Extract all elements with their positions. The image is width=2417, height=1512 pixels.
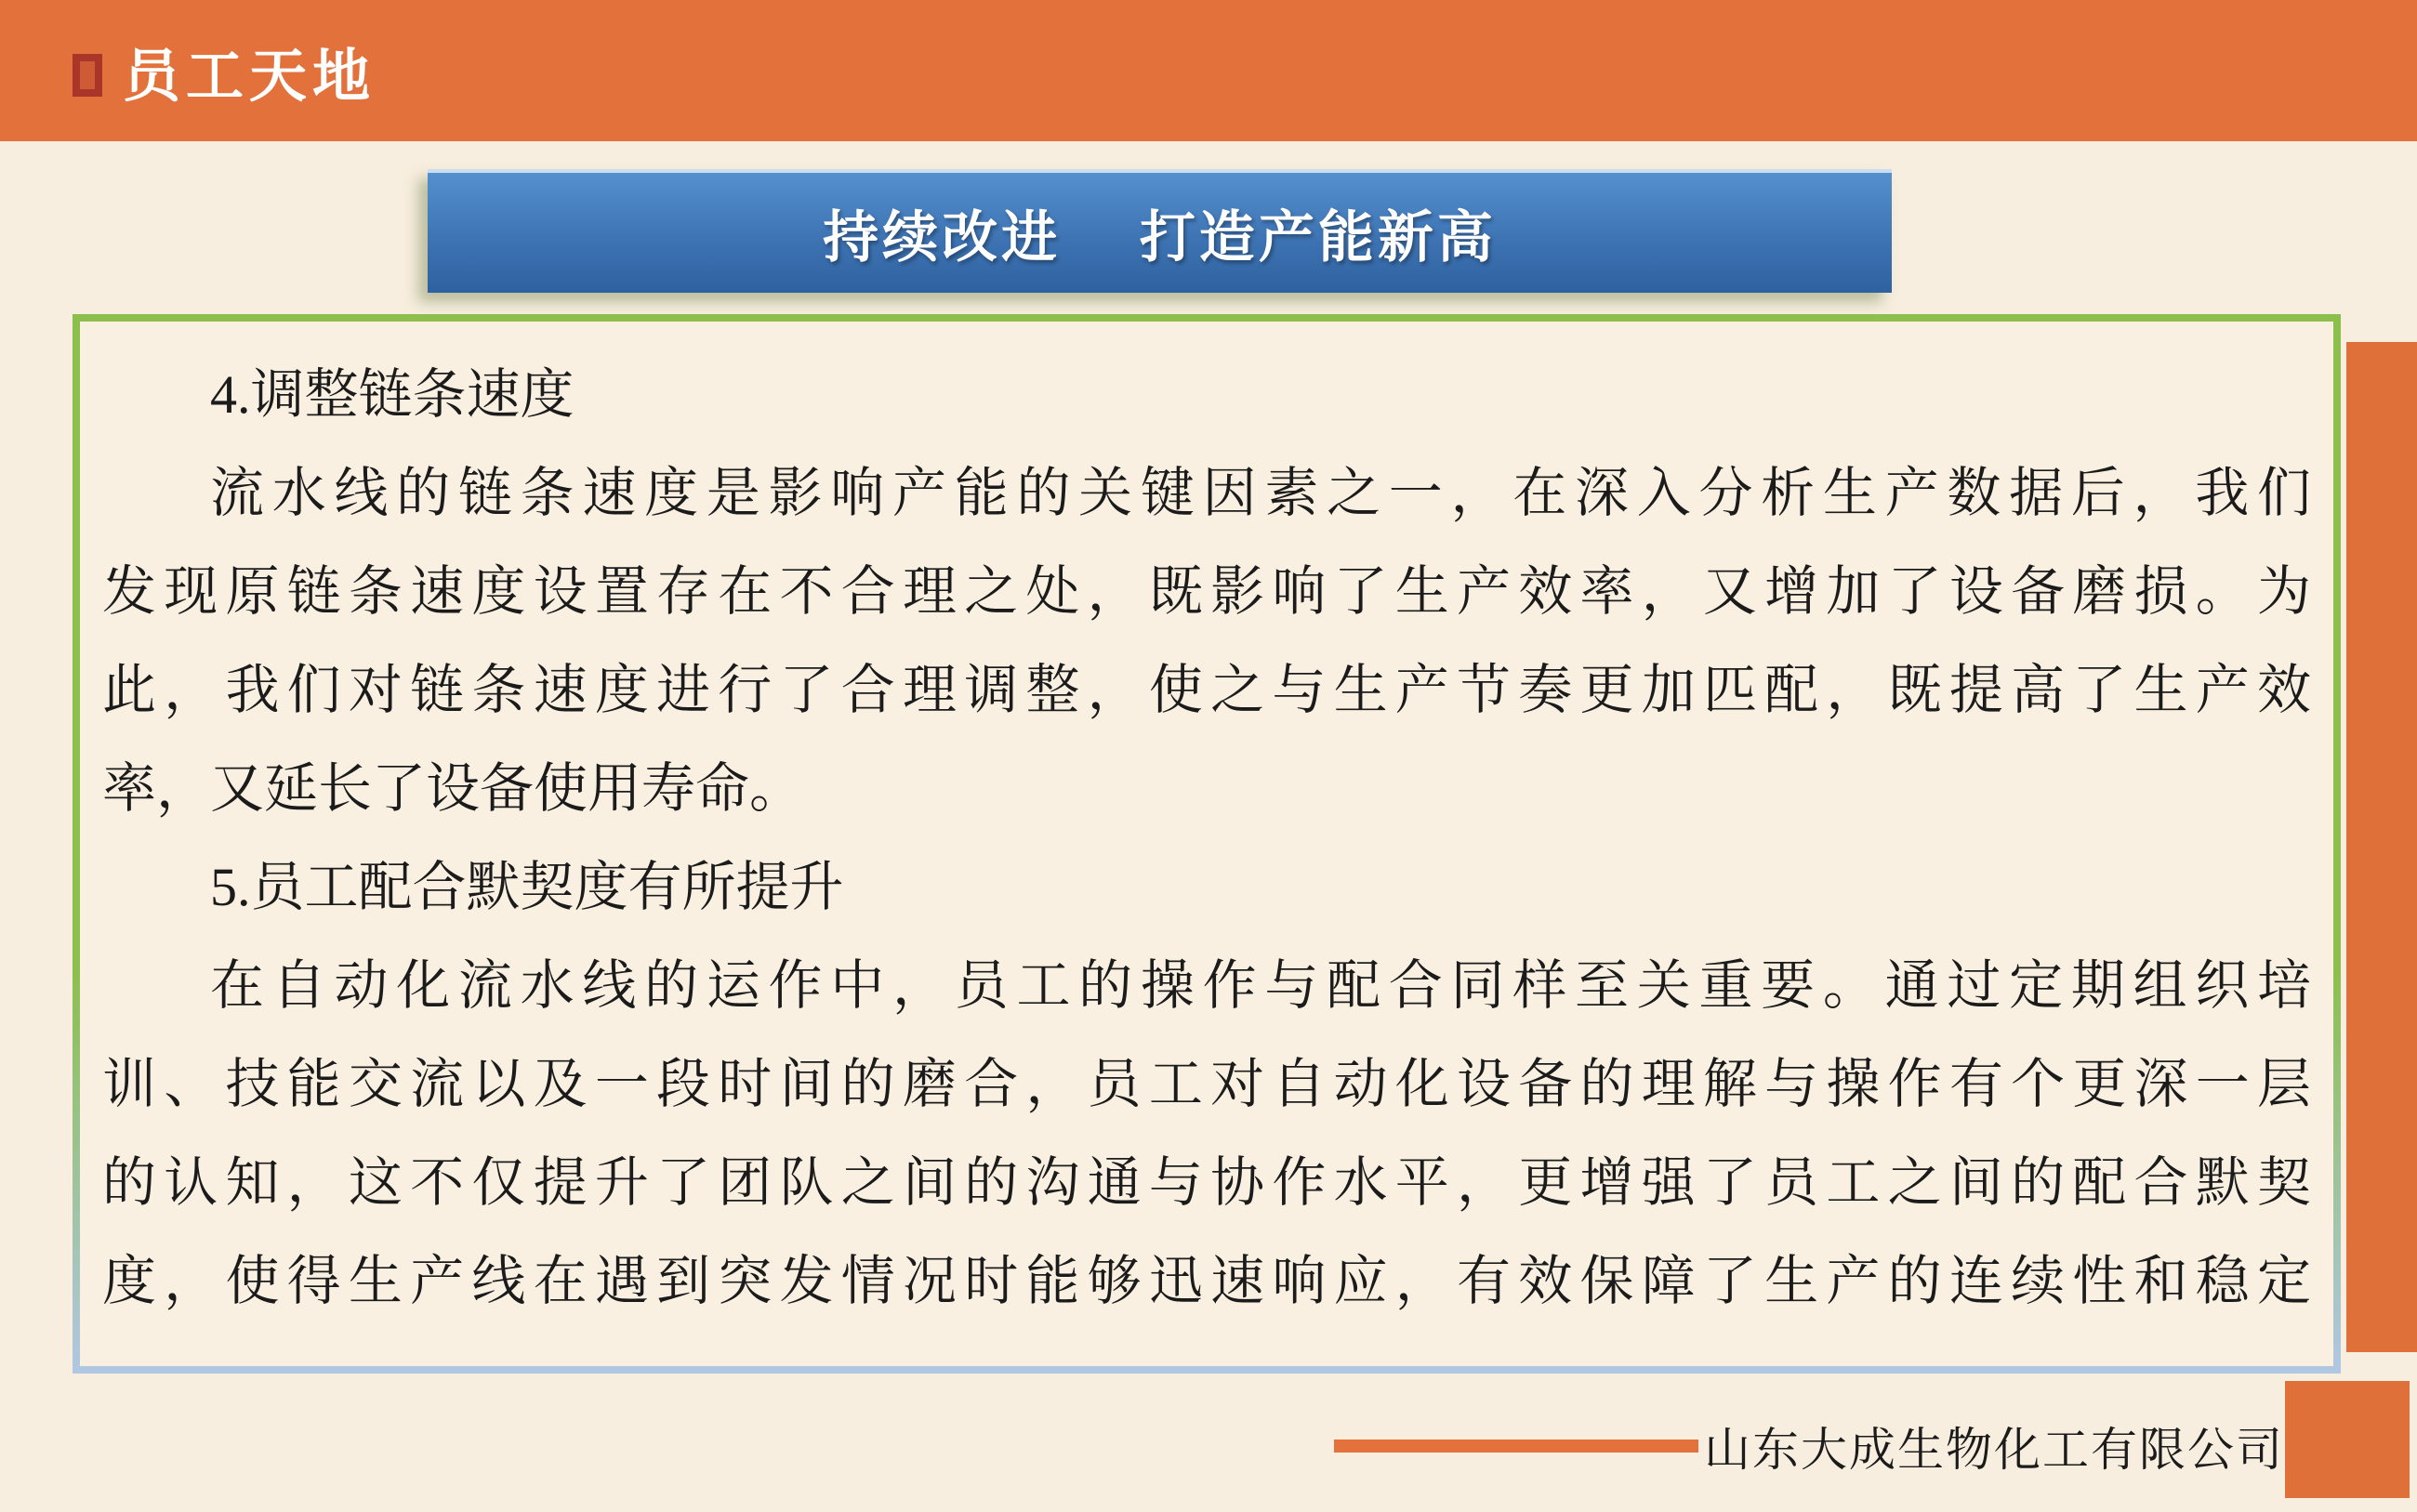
body-line: 的认知，这不仅提升了团队之间的沟通与协作水平，更增强了员工之间的配合默契 bbox=[102, 1152, 2311, 1213]
header-bar bbox=[0, 0, 2417, 141]
right-accent-strip bbox=[2346, 342, 2417, 1352]
body-line: 流水线的链条速度是影响产能的关键因素之一，在深入分析生产数据后，我们 bbox=[210, 463, 2311, 523]
body-line: 率，又延长了设备使用寿命。 bbox=[102, 758, 804, 819]
body-line: 发现原链条速度设置存在不合理之处，既影响了生产效率，又增加了设备磨损。为 bbox=[102, 561, 2311, 622]
footer-rule bbox=[1334, 1440, 1698, 1453]
body-line: 训、技能交流以及一段时间的磨合，员工对自动化设备的理解与操作有个更深一层 bbox=[102, 1054, 2311, 1114]
body-line: 4.调整链条速度 bbox=[210, 364, 575, 425]
company-name: 山东大成生物化工有限公司 bbox=[1704, 1424, 2284, 1476]
square-bullet-icon bbox=[73, 54, 102, 97]
footer bbox=[1334, 1411, 2284, 1481]
body-line: 此，我们对链条速度进行了合理调整，使之与生产节奏更加匹配，既提高了生产效 bbox=[102, 660, 2311, 720]
page-title: 员工天地 bbox=[123, 44, 376, 109]
body-line: 在自动化流水线的运作中，员工的操作与配合同样至关重要。通过定期组织培 bbox=[210, 955, 2311, 1016]
content-box bbox=[73, 314, 2341, 1374]
slide-title-banner bbox=[428, 169, 1892, 293]
body-line: 度，使得生产线在遇到突发情况时能够迅速响应，有效保障了生产的连续性和稳定 bbox=[102, 1251, 2311, 1311]
header-title-group bbox=[73, 0, 376, 141]
body-line: 5.员工配合默契度有所提升 bbox=[210, 857, 844, 917]
slide-title: 持续改进 打造产能新高 bbox=[823, 205, 1497, 269]
bottom-right-accent-block bbox=[2285, 1381, 2410, 1498]
